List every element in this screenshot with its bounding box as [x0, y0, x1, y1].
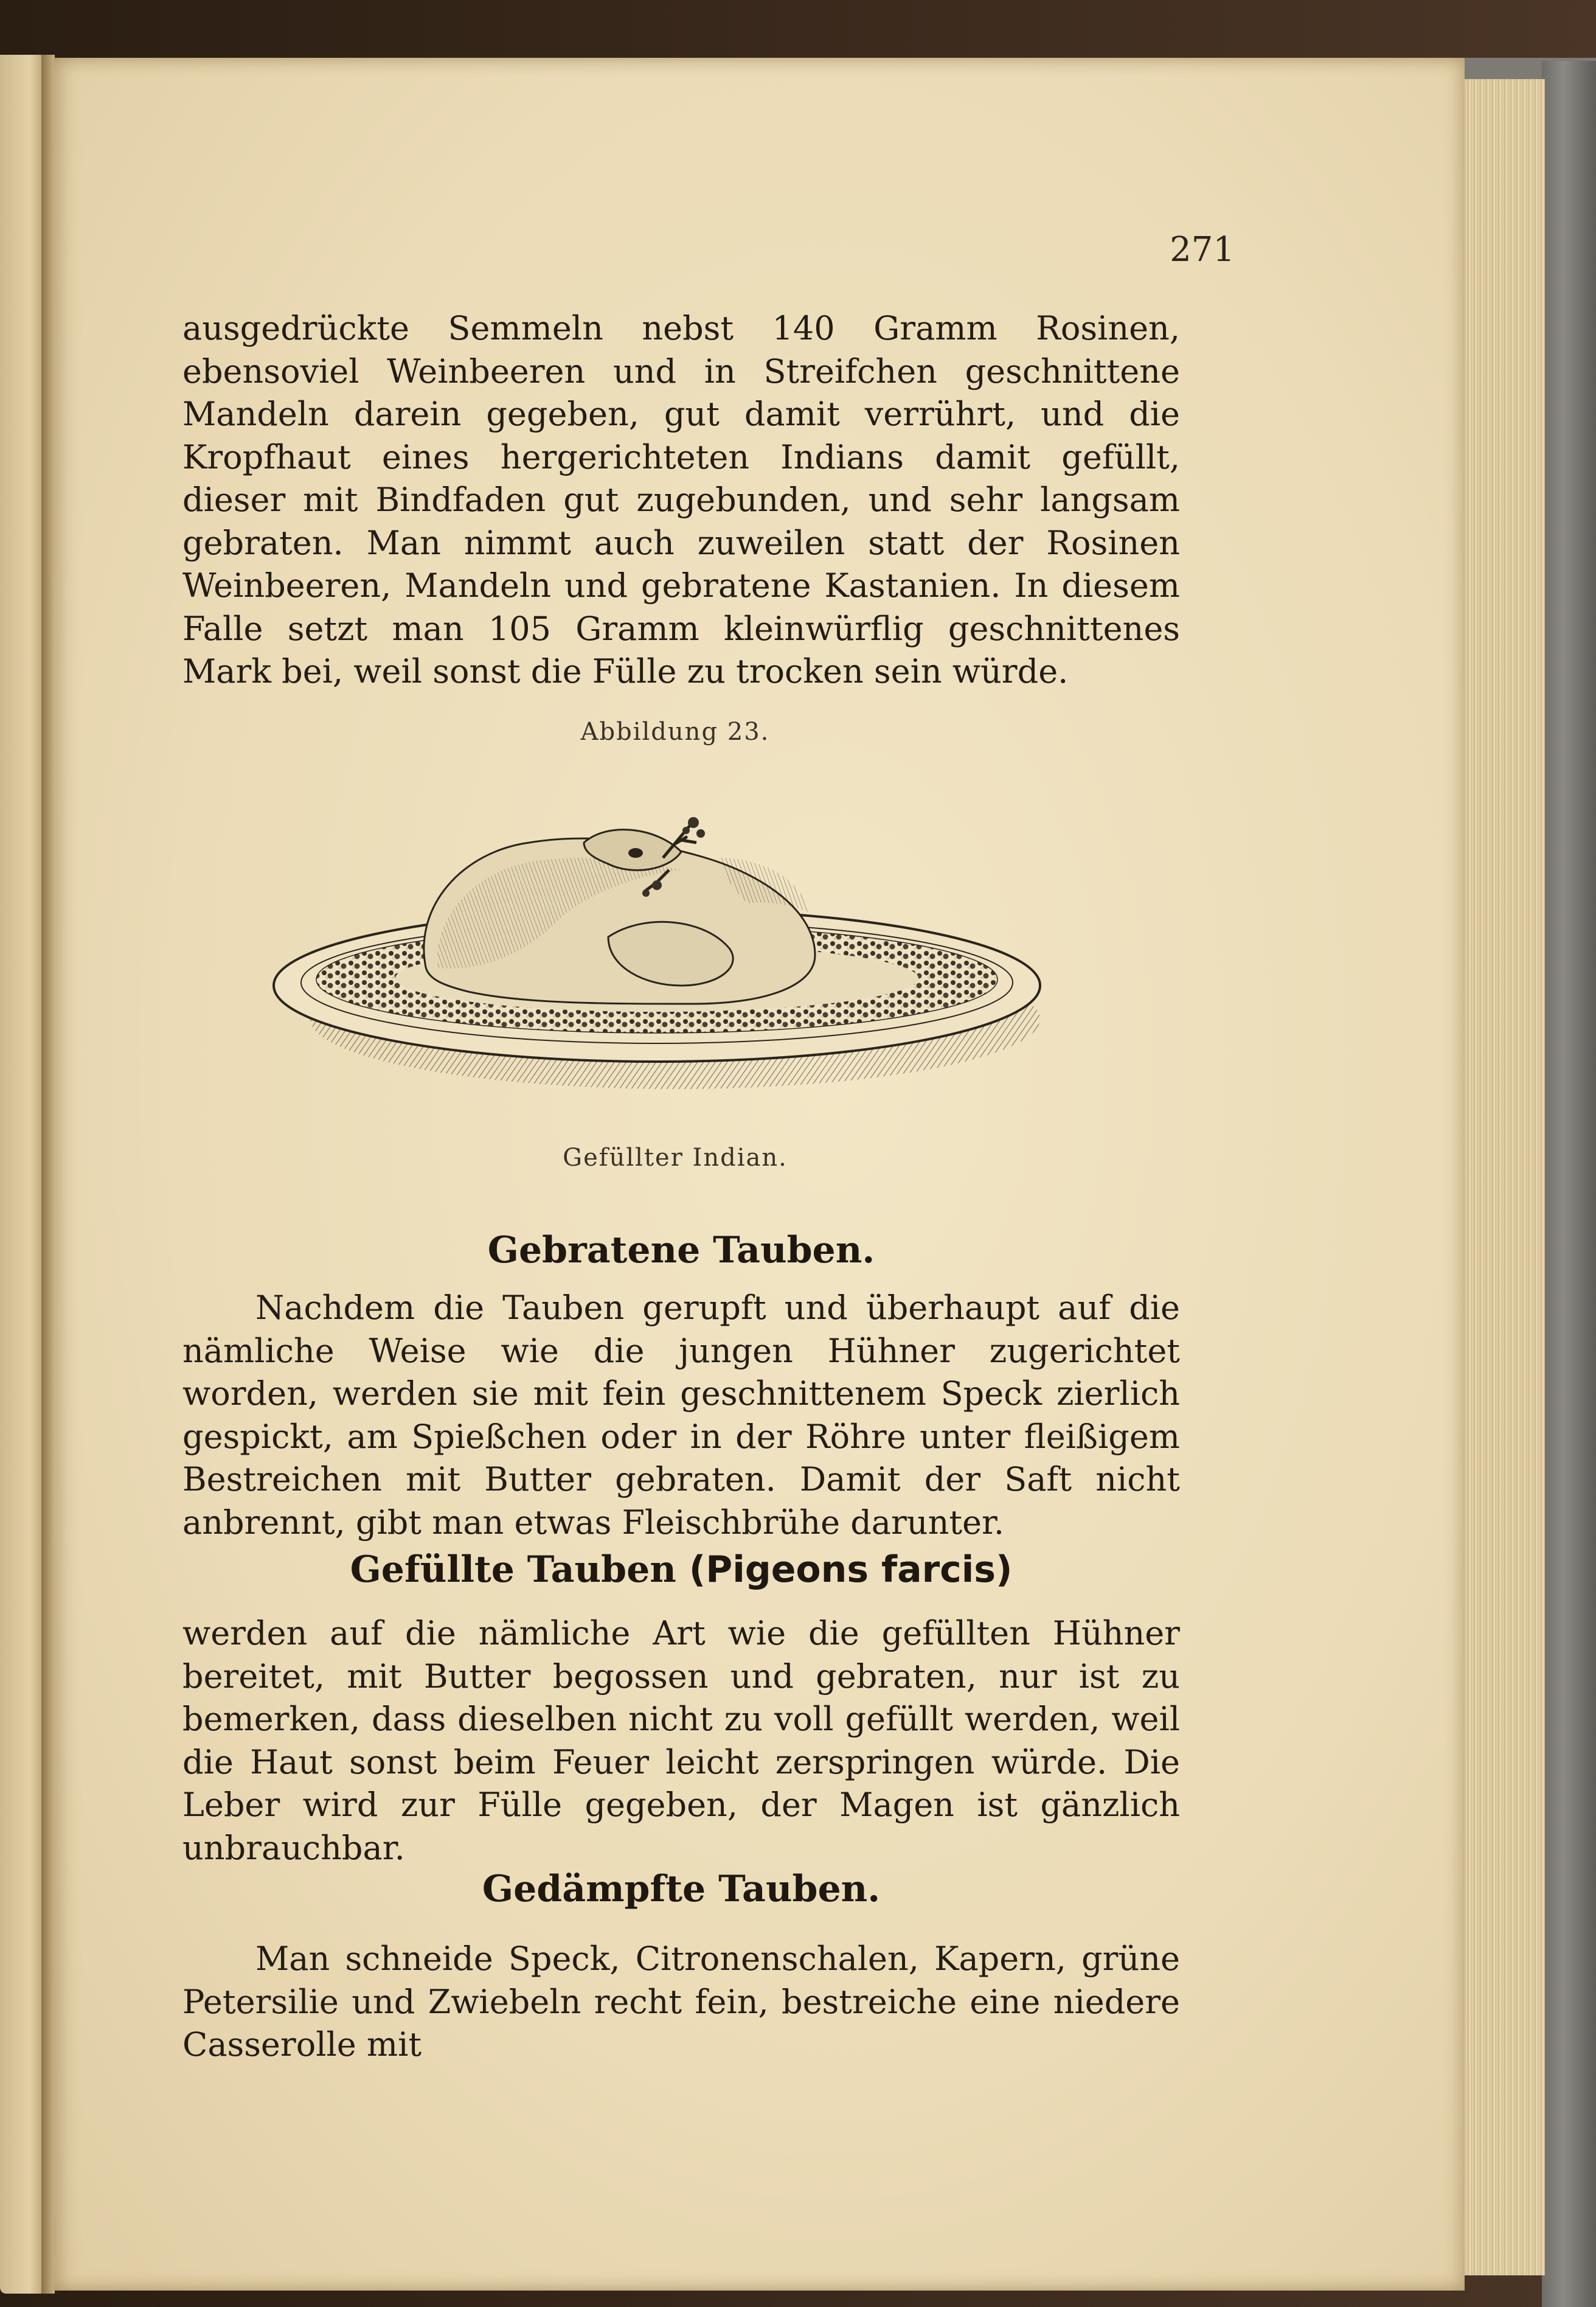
section-title: Gedämpfte Tauben.	[482, 1868, 881, 1910]
section-body-gefuellte-tauben: werden auf die nämliche Art wie die gefüllten Hühner bereitet, mit Butter begossen und gebraten, nur ist zu bemerken, dass dieselben nicht zu voll gefüllt werden, weil die Haut sonst beim Feuer leicht zerspringen würde. Die Leber wird zur Fülle gegeben, der Magen ist gänzlich unbrauchbar.	[182, 1614, 1180, 1867]
section-title: Gefüllte Tauben	[350, 1548, 676, 1591]
section-title: Gebratene Tauben.	[487, 1229, 875, 1272]
book-cover	[1542, 61, 1596, 2307]
figure-label: Abbildung 23.	[580, 718, 770, 746]
book-gutter	[41, 55, 55, 2294]
section-heading-gefuellte-tauben	[182, 1548, 1180, 1591]
page-stack-edges	[1460, 79, 1545, 2275]
figure-caption: Gefüllter Indian.	[563, 1144, 788, 1172]
section-body-gebratene-tauben: Nachdem die Tauben gerupft und überhaupt auf die nämliche Weise wie die jungen Hühner zugerichtet worden, werden sie mit fein geschnittenem Speck zierlich gespickt, am Spießchen oder in der Röhre unter fleißigem Bestreichen mit Butter gebraten. Damit der Saft nicht anbrennt, gibt man etwas Fleischbrühe darunter.	[182, 1289, 1180, 1542]
page-number: 271	[1170, 230, 1235, 270]
previous-page-edge	[0, 55, 43, 2294]
section-title-latin: (Pigeons farcis)	[689, 1548, 1013, 1591]
opening-paragraph: ausgedrückte Semmeln nebst 140 Gramm Rosinen, ebensoviel Weinbeeren und in Streifchen geschnittene Mandeln darein gegeben, gut damit verrührt, und die Kropfhaut eines hergerichteten Indians damit gefüllt, dieser mit Bindfaden gut zugebunden, und sehr langsam gebraten. Man nimmt auch zuweilen statt der Rosinen Weinbeeren, Mandeln und gebratene Kastanien. In diesem Falle setzt man 105 Gramm kleinwürflig geschnittenes Mark bei, weil sonst die Fülle zu trocken sein würde.	[182, 309, 1180, 691]
section-heading-gedaempfte-tauben	[182, 1868, 1180, 1910]
stuffed-turkey-illustration	[268, 785, 1083, 1126]
section-heading-gebratene-tauben	[182, 1229, 1180, 1272]
section-body-gedaempfte-tauben: Man schneide Speck, Citronenschalen, Kapern, grüne Petersilie und Zwiebeln recht fein, bestreiche eine niedere Casserolle mit	[182, 1940, 1180, 2064]
